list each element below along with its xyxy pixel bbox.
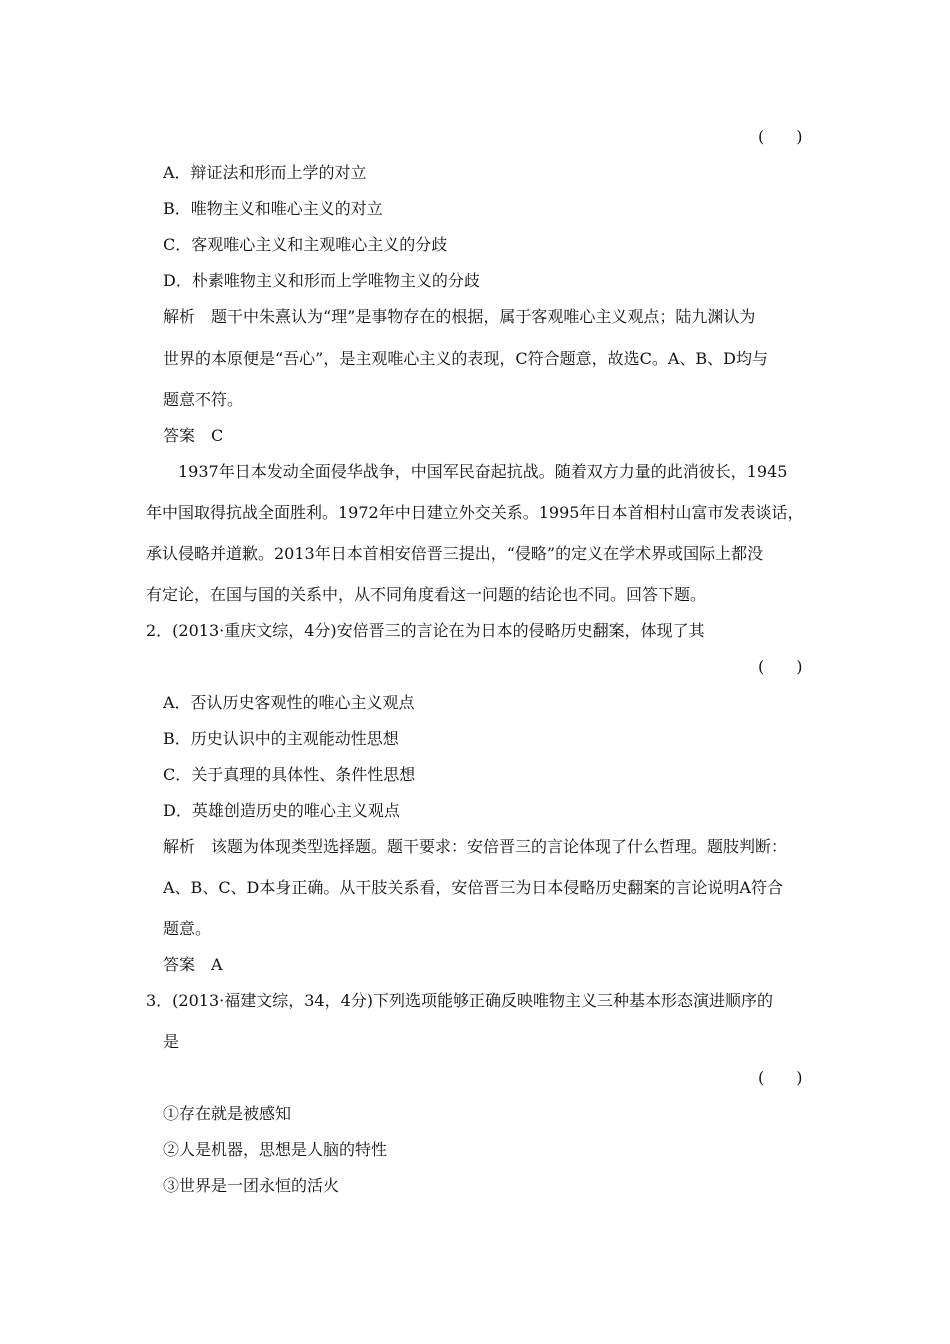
answer-line: 答案 A: [163, 955, 223, 974]
option-b: B．唯物主义和唯心主义的对立: [163, 199, 383, 218]
analysis-line: 解析 题干中朱熹认为“理”是事物存在的根据，属于客观唯心主义观点；陆九渊认为: [163, 307, 756, 326]
question-stem: 2．(2013·重庆文综，4分)安倍晋三的言论在为日本的侵略历史翻案，体现了其: [146, 621, 705, 640]
list-item: ②人是机器，思想是人脑的特性: [163, 1140, 388, 1159]
answer-parentheses: ( ): [758, 1068, 803, 1087]
material-line: 承认侵略并道歉。2013年日本首相安倍晋三提出，“侵略”的定义在学术界或国际上都没: [146, 544, 764, 563]
list-item: ③世界是一团永恒的活火: [163, 1176, 340, 1195]
question-stem: 3．(2013·福建文综，34，4分)下列选项能够正确反映唯物主义三种基本形态演进顺序的: [146, 991, 774, 1010]
material-line: 年中国取得抗战全面胜利。1972年中日建立外交关系。1995年日本首相村山富市发表谈话，: [146, 503, 804, 522]
answer-line: 答案 C: [163, 426, 224, 445]
material-line: 1937年日本发动全面侵华战争，中国军民奋起抗战。随着双方力量的此消彼长，1945: [178, 462, 788, 481]
option-c: C．客观唯心主义和主观唯心主义的分歧: [163, 235, 448, 254]
analysis-line: 解析 该题为体现类型选择题。题干要求：安倍晋三的言论体现了什么哲理。题肢判断：: [163, 837, 788, 856]
answer-parentheses: ( ): [758, 127, 803, 146]
analysis-line: 题意不符。: [163, 390, 244, 409]
option-c: C．关于真理的具体性、条件性思想: [163, 765, 416, 784]
analysis-line: A、B、C、D本身正确。从干肢关系看，安倍晋三为日本侵略历史翻案的言论说明A符合: [163, 878, 783, 897]
analysis-line: 世界的本原便是“吾心”，是主观唯心主义的表现，C符合题意，故选C。A、B、D均与: [163, 349, 768, 368]
answer-parentheses: ( ): [758, 657, 803, 676]
list-item: ①存在就是被感知: [163, 1104, 292, 1123]
option-a: A．否认历史客观性的唯心主义观点: [163, 693, 415, 712]
analysis-line: 题意。: [163, 919, 212, 938]
question-stem: 是: [163, 1032, 180, 1051]
option-d: D．英雄创造历史的唯心主义观点: [163, 801, 400, 820]
material-line: 有定论，在国与国的关系中，从不同角度看这一问题的结论也不同。回答下题。: [146, 585, 707, 604]
option-b: B．历史认识中的主观能动性思想: [163, 729, 399, 748]
option-a: A．辩证法和形而上学的对立: [163, 163, 367, 182]
option-d: D．朴素唯物主义和形而上学唯物主义的分歧: [163, 271, 480, 290]
